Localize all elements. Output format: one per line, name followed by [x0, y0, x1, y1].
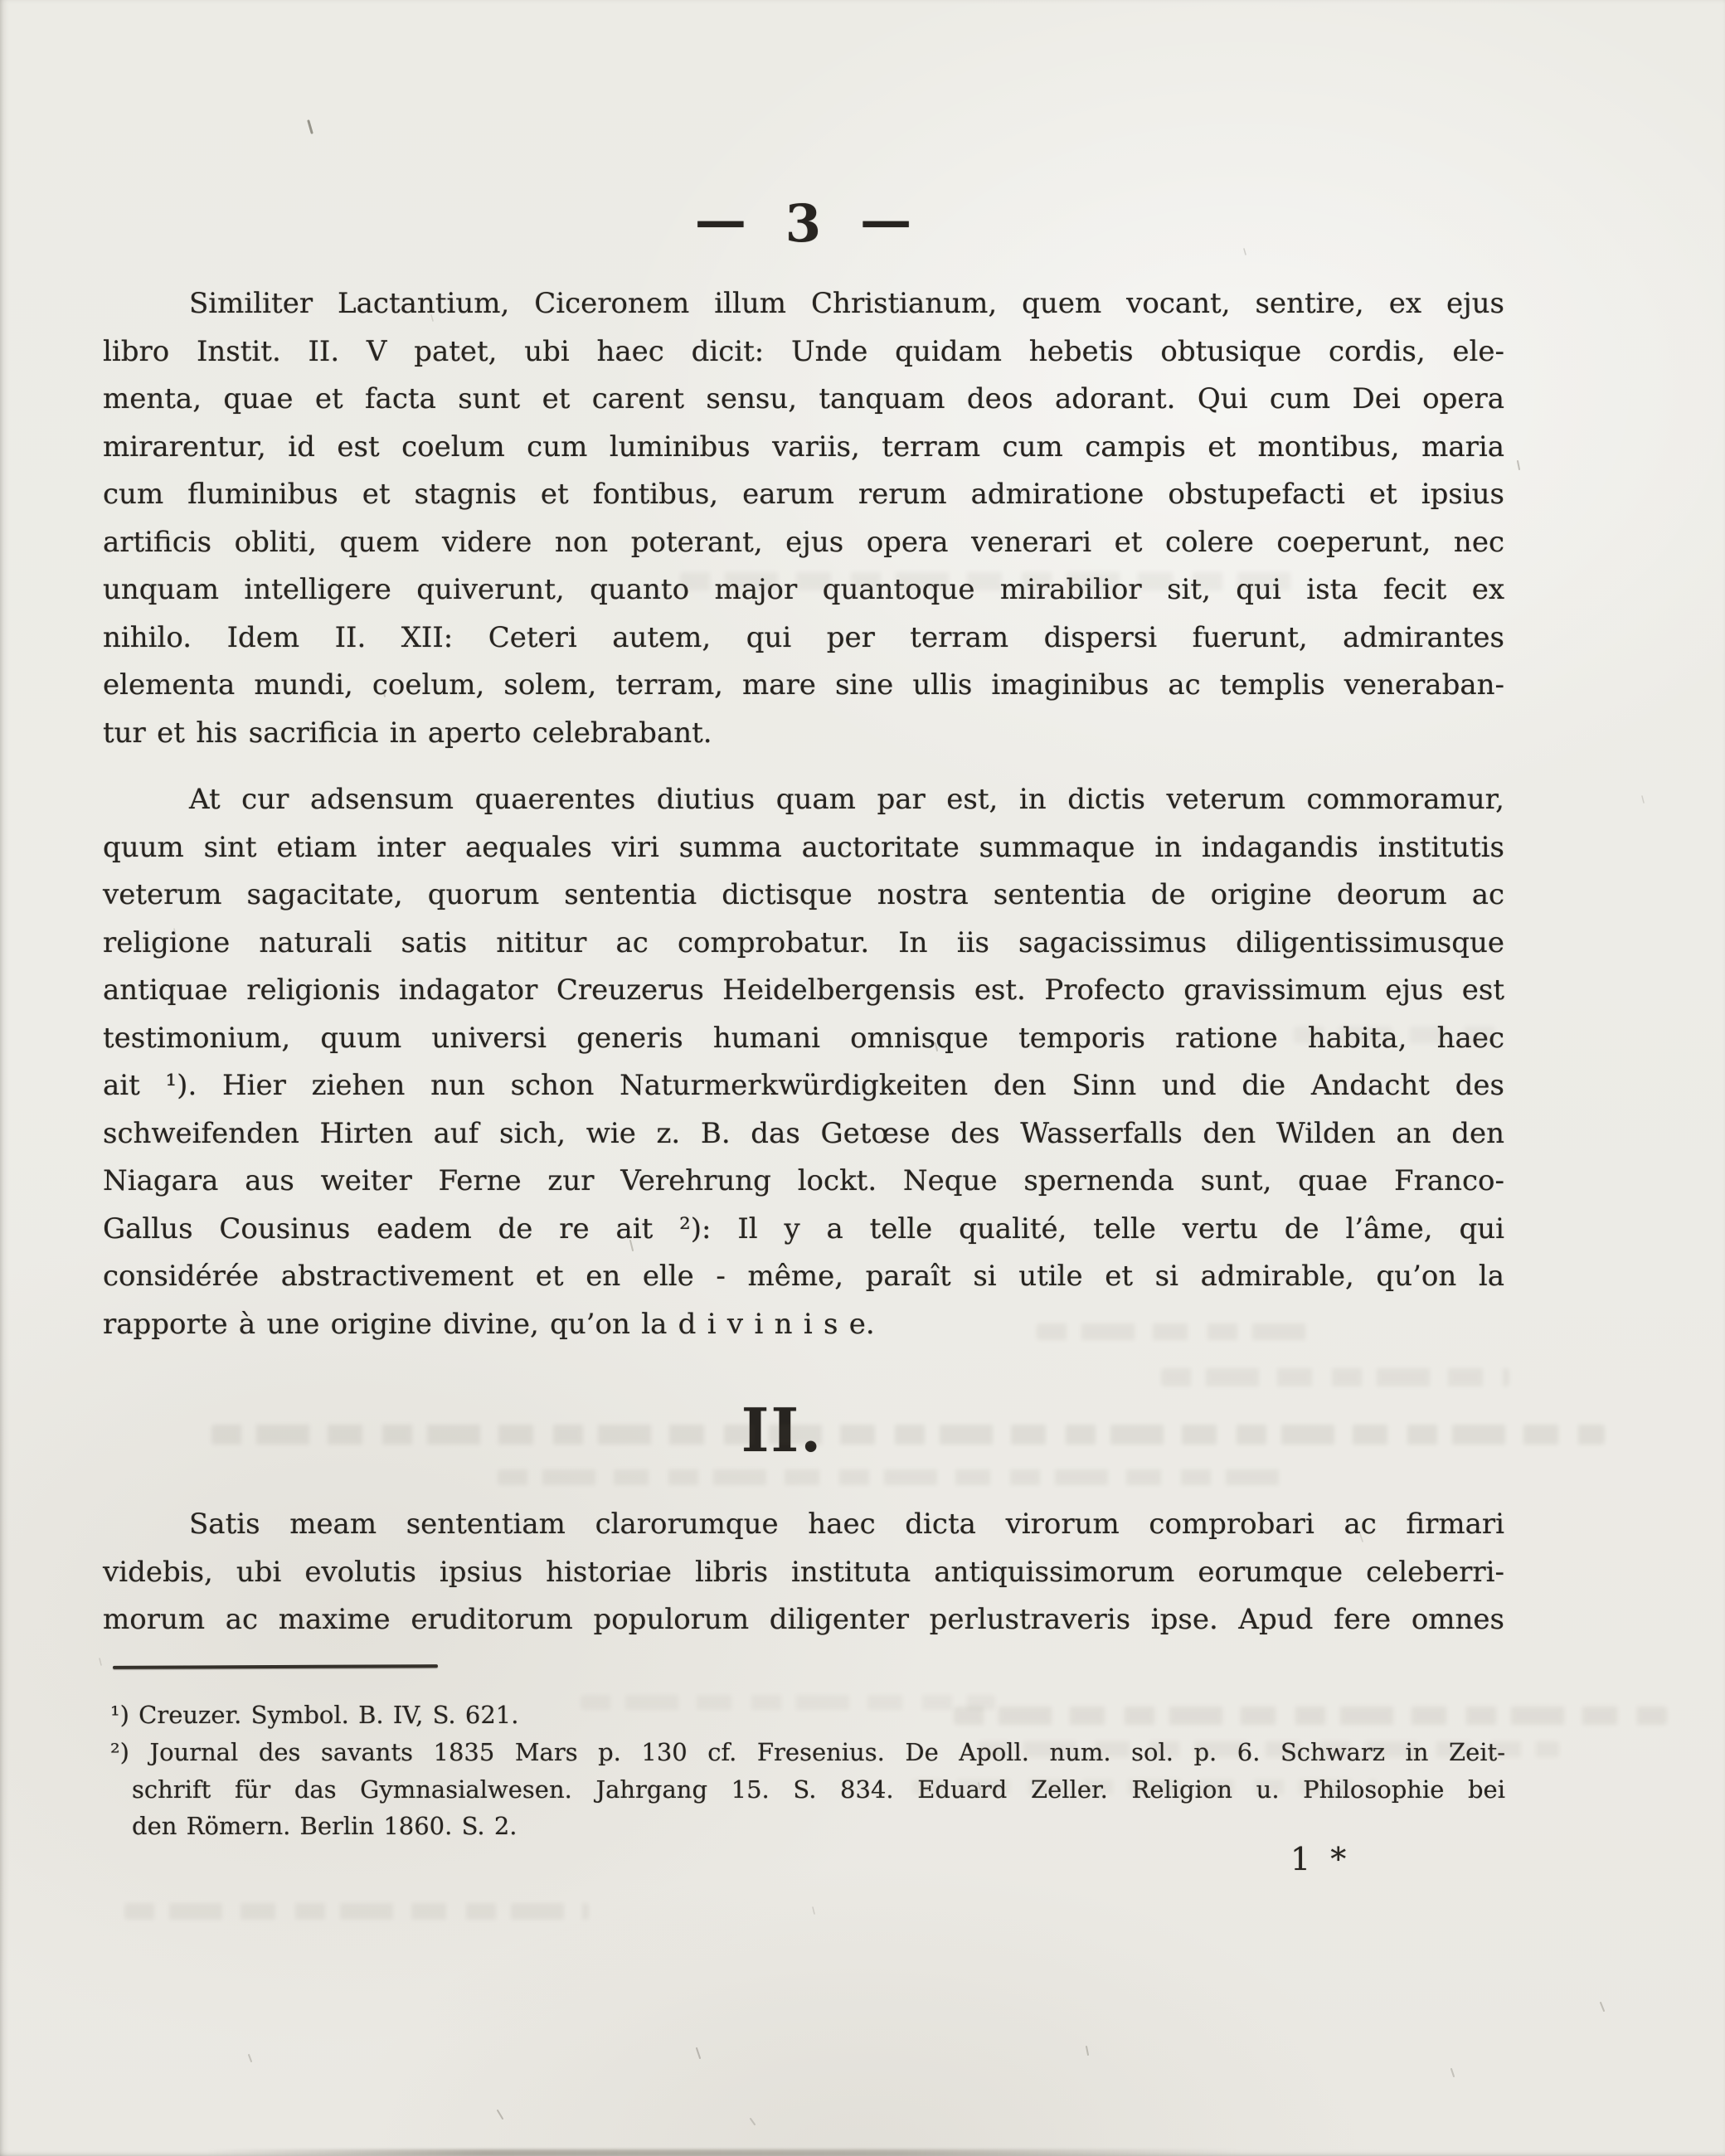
- paragraph-1: [103, 280, 1504, 757]
- bleed-through-smudge: [124, 1903, 589, 1920]
- scan-edge-shadow: [0, 2149, 1725, 2156]
- paragraph-2: [103, 776, 1504, 1348]
- text-line: At cur adsensum quaerentes diutius quam par est, in dictis veterum commoramur,: [189, 783, 1504, 816]
- text-line: videbis, ubi evolutis ipsius historiae libris instituta antiquissimorum eorumque celeberri-: [103, 1555, 1504, 1589]
- text-line: veterum sagacitate, quorum sententia dictisque nostra sententia de origine deorum ac: [103, 878, 1504, 911]
- text-line: considérée abstractivement et en elle - même, paraît si utile et si admirable, qu’on la: [103, 1260, 1504, 1293]
- text-line: Niagara aus weiter Ferne zur Verehrung lockt. Neque spernenda sunt, quae Franco-: [103, 1164, 1504, 1197]
- text-line: testimonium, quum universi generis humani omnisque temporis ratione habita, haec: [103, 1021, 1504, 1055]
- page-number: [103, 190, 1504, 254]
- bleed-through-smudge: [1037, 1323, 1310, 1340]
- text-line: ²) Journal des savants 1835 Mars p. 130 cf. Fresenius. De Apoll. num. sol. p. 6. Schwarz in Zeit-: [110, 1737, 1505, 1766]
- text-line: religione naturali satis nititur ac comprobatur. In iis sagacissimus diligentissimusque: [103, 925, 1504, 959]
- bleed-through-smudge: [1294, 1027, 1509, 1043]
- text-line: cum fluminibus et stagnis et fontibus, earum rerum admiratione obstupefacti et ipsius: [103, 478, 1504, 511]
- text-line: rapporte à une origine divine, qu’on la d i v i n i s e.: [103, 1307, 875, 1341]
- section-heading: II.: [741, 1395, 824, 1465]
- folio-right-dash: —: [860, 190, 913, 250]
- bleed-through-smudge: [498, 1469, 1294, 1485]
- text-line: nihilo. Idem II. XII: Ceteri autem, qui per terram dispersi fuerunt, admirantes: [103, 620, 1504, 654]
- bleed-through-smudge: [954, 1707, 1667, 1725]
- signature-mark: 1 *: [1290, 1841, 1352, 1877]
- bleed-through-smudge: [211, 1425, 1605, 1445]
- folio-left-dash: —: [694, 190, 747, 250]
- text-line: menta, quae et facta sunt et carent sensu, tanquam deos adorant. Qui cum Dei opera: [103, 382, 1504, 415]
- text-line: elementa mundi, coelum, solem, terram, mare sine ullis imaginibus ac templis veneraban-: [103, 668, 1504, 702]
- bleed-through-smudge: [1161, 1368, 1509, 1386]
- text-line: morum ac maxime eruditorum populorum diligenter perlustraveris ipse. Apud fere omnes: [103, 1603, 1504, 1636]
- text-line: schweifenden Hirten auf sich, wie z. B. das Getœse des Wasserfalls den Wilden an den: [103, 1116, 1504, 1150]
- text-line: schrift für das Gymnasialwesen. Jahrgang 15. S. 834. Eduard Zeller. Religion u. Philosophie bei: [132, 1775, 1505, 1804]
- bleed-through-smudge: [680, 572, 1294, 590]
- text-line: tur et his sacrificia in aperto celebrabant.: [103, 716, 712, 750]
- text-line: Gallus Cousinus eadem de re ait ²): Il y a telle qualité, telle vertu de l’âme, qui: [103, 1212, 1504, 1246]
- bleed-through-smudge: [912, 1780, 1377, 1794]
- text-line: Satis meam sententiam clarorumque haec dicta virorum comprobari ac firmari: [189, 1508, 1504, 1541]
- text-line: quum sint etiam inter aequales viri summa auctoritate summaque in indagandis institutis: [103, 830, 1504, 864]
- folio-number: 3: [785, 193, 823, 254]
- text-line: antiquae religionis indagator Creuzerus Heidelbergensis est. Profecto gravissimum ejus est: [103, 974, 1504, 1007]
- text-line: artificis obliti, quem videre non poterant, ejus opera venerari et colere coeperunt, nec: [103, 525, 1504, 559]
- paragraph-3: [103, 1501, 1504, 1644]
- text-line: Similiter Lactantium, Ciceronem illum Christianum, quem vocant, sentire, ex ejus: [189, 287, 1504, 320]
- bleed-through-smudge: [979, 1741, 1559, 1757]
- bleed-through-smudge: [581, 1695, 995, 1710]
- text-line: ¹) Creuzer. Symbol. B. IV, S. 621.: [110, 1701, 519, 1729]
- text-line: mirarentur, id est coelum cum luminibus variis, terram cum campis et montibus, maria: [103, 430, 1504, 464]
- text-line: ait ¹). Hier ziehen nun schon Naturmerkwürdigkeiten den Sinn und die Andacht des: [103, 1069, 1504, 1102]
- footnote-rule: [113, 1664, 438, 1669]
- text-line: unquam intelligere quiverunt, quanto major quantoque mirabilior sit, qui ista fecit ex: [103, 573, 1504, 606]
- text-line: libro Instit. II. V patet, ubi haec dicit: Unde quidam hebetis obtusique cordis, ele-: [103, 334, 1504, 368]
- text-line: den Römern. Berlin 1860. S. 2.: [132, 1812, 518, 1841]
